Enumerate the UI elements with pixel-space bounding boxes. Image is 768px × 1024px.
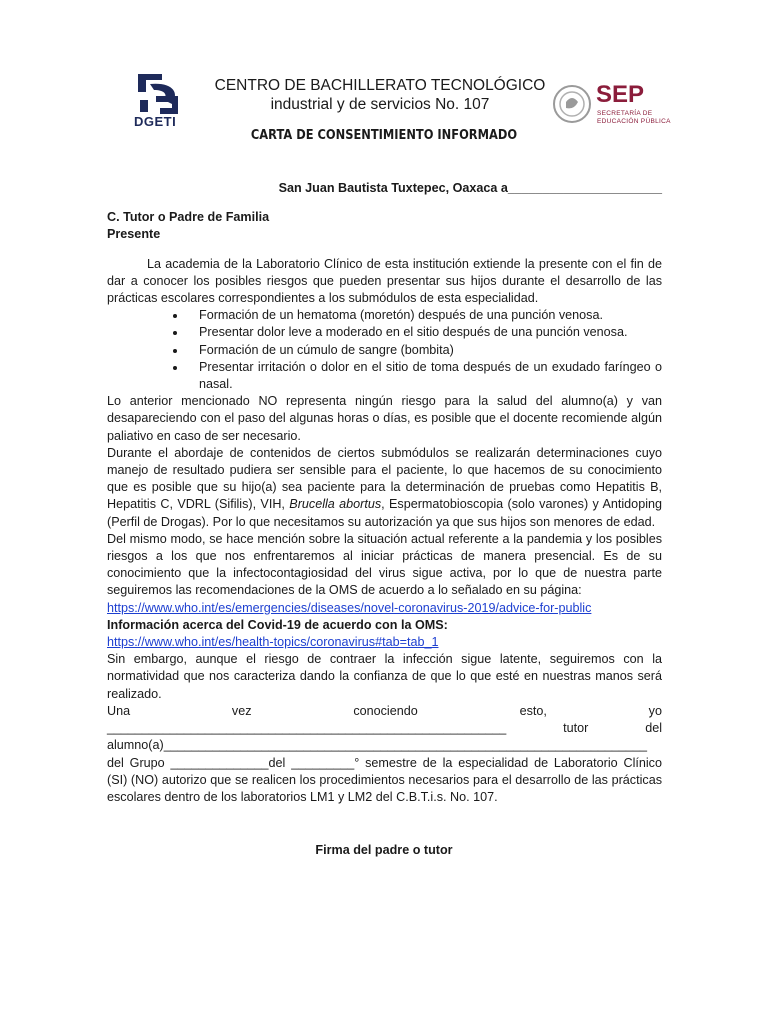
letter-body (107, 180, 662, 806)
who-coronavirus-link[interactable]: https://www.who.int/es/health-topics/coronavirus#tab=tab_1 (107, 635, 439, 650)
list-item: • Formación de un hematoma (moretón) después de una punción venosa. (187, 307, 662, 324)
paragraph-however: Sin embargo, aunque el riesgo de contraer la infección sigue latente, seguiremos con la normatividad que nos caracteriza dando la confianza de que lo que esté en nuestras manos será realizado. (107, 652, 662, 701)
addressee-line2: Presente (107, 227, 161, 242)
covid-info-label: Información acerca del Covid-19 de acuerdo con la OMS: (107, 617, 448, 632)
paragraph-authorization: Una vez conociendo esto, yo _________________________________________________________ tutor del alumno(a)_____________________________________________________________________ del Grupo ______________del _________° semestre de la especialidad de Laboratorio Clínico (SI) (NO) autorizo que se realicen los procedimientos necesarios para el desarrollo de las prácticas escolares dentro de los laboratorios LM1 y LM2 del C.B.T.i.s. No. 107. (107, 703, 662, 804)
document-title: CARTA DE CONSENTIMIENTO INFORMADO (250, 128, 518, 143)
paragraph-pandemic: Del mismo modo, se hace mención sobre la situación actual referente a la pandemia y los posibles riesgos a los que nos enfrentaremos al iniciar prácticas de manera presencial. Es de su conocimiento que la infectocontagiosidad del virus sigue activa, por lo que de nuestra parte seguiremos las recomendaciones de la OMS de acuerdo a lo señalado en su página: (107, 531, 662, 598)
institution-subtitle: industrial y de servicios No. 107 (270, 96, 490, 113)
addressee-line1: C. Tutor o Padre de Familia (107, 210, 270, 225)
institution-name: CENTRO DE BACHILLERATO TECNOLÓGICO (214, 77, 546, 94)
dgeti-logo-text: DGETI (134, 114, 177, 129)
sep-logo-subtitle (597, 110, 671, 126)
sep-logo-text: SEP (596, 81, 645, 108)
list-item: • Formación de un cúmulo de sangre (bombita) (187, 342, 662, 359)
national-seal-icon (552, 82, 592, 126)
place-date-line: San Juan Bautista Tuxtepec, Oaxaca a______________________ (278, 181, 662, 195)
intro-paragraph: La academia de la Laboratorio Clínico de esta institución extiende la presente con el fin de dar a conocer los posibles riesgos que pueden presentar sus hijos durante el desarrollo de las prácticas escolares correspondientes a los submódulos de esta especialidad. (107, 256, 662, 306)
who-advice-link[interactable]: https://www.who.int/es/emergencies/diseases/novel-coronavirus-2019/advice-for-public (107, 600, 592, 615)
risks-list (107, 307, 662, 393)
list-item: • Presentar dolor leve a moderado en el sitio después de una punción venosa. (187, 324, 662, 341)
sep-subtitle-line2: EDUCACIÓN PÚBLICA (597, 118, 671, 125)
paragraph-tests-italic: Brucella abortus (289, 497, 382, 512)
sep-subtitle-line1: SECRETARÍA DE (597, 110, 653, 117)
paragraph-no-risk: Lo anterior mencionado NO representa ningún riesgo para la salud del alumno(a) y van desapareciendo con el paso del algunas horas o días, es posible que el docente recomiende algún paliativo en caso de ser necesario. (107, 394, 662, 443)
paragraph-tests-part1: Durante el abordaje de contenidos de ciertos submódulos se realizarán determinaciones cuyo manejo de resultado pudiera ser sensible para el paciente, lo que hacemos de su conocimiento que es posible que su hijo(a) sea paciente para la determinación de pruebas como Hepatitis B, Hepatitis C, VDRL (Sifilis), VIH, (107, 445, 662, 512)
paragraph-tests-part2: , Espermatobioscopia (solo varones) y Antidoping (Perfil de Drogas). Por lo que necesitamos su autorización ya que sus hijos son menores de edad. (107, 497, 662, 529)
list-item: • Presentar irritación o dolor en el sitio de toma después de un exudado faríngeo o nasal. (187, 359, 662, 393)
signature-label: Firma del padre o tutor (315, 843, 453, 857)
paragraph-tests (107, 445, 662, 531)
